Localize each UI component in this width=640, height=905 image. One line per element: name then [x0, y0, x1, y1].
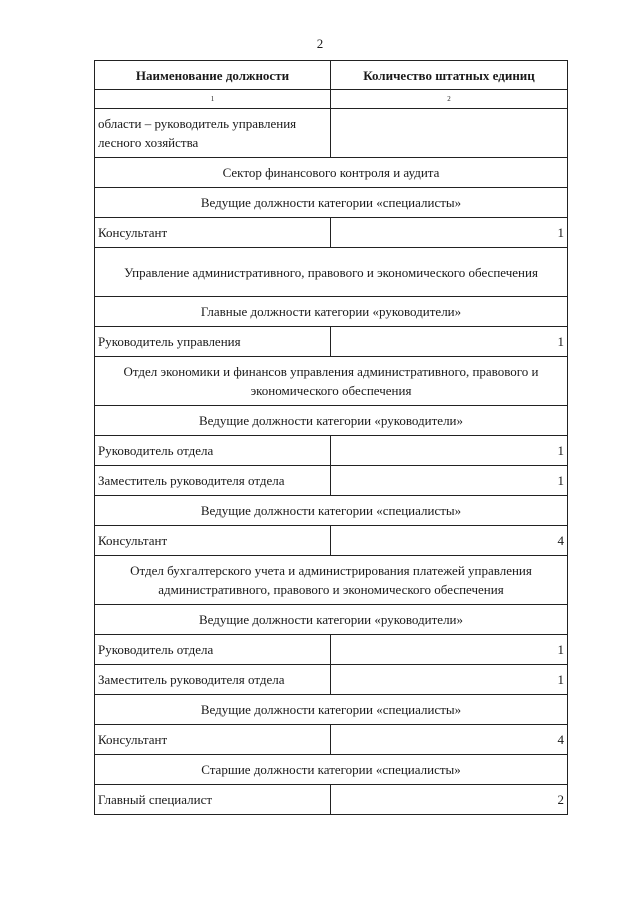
- position-name: Консультант: [95, 526, 331, 556]
- position-name: Руководитель отдела: [95, 436, 331, 466]
- category-row: [95, 496, 568, 526]
- section-title: Отдел экономики и финансов управления административного, правового и экономического обеспечения: [95, 357, 568, 406]
- table-row: [95, 218, 568, 248]
- staff-count: 2: [331, 785, 568, 815]
- section-row: [95, 357, 568, 406]
- staff-count: 1: [331, 436, 568, 466]
- table-row: [95, 526, 568, 556]
- column-index-1: 1: [95, 90, 331, 109]
- column-header-position-name: Наименование должности: [95, 61, 331, 90]
- staff-count: 1: [331, 635, 568, 665]
- category-title: Ведущие должности категории «специалисты»: [95, 695, 568, 725]
- staff-count: 1: [331, 327, 568, 357]
- position-name: Заместитель руководителя отдела: [95, 466, 331, 496]
- position-name: Консультант: [95, 725, 331, 755]
- column-index-2: 2: [331, 90, 568, 109]
- section-row: [95, 158, 568, 188]
- section-title: Управление административного, правового и экономического обеспечения: [95, 248, 568, 297]
- table-row: [95, 327, 568, 357]
- position-name: Руководитель управления: [95, 327, 331, 357]
- section-title: Отдел бухгалтерского учета и администрирования платежей управления административного, правового и экономического обеспечения: [95, 556, 568, 605]
- table-row: [95, 665, 568, 695]
- staffing-table: [94, 60, 568, 815]
- table-row: [95, 109, 568, 158]
- table-row: [95, 436, 568, 466]
- table-header-row: [95, 61, 568, 90]
- category-row: [95, 755, 568, 785]
- category-row: [95, 695, 568, 725]
- staff-count: 1: [331, 218, 568, 248]
- staff-count: 1: [331, 665, 568, 695]
- table-row: [95, 635, 568, 665]
- category-title: Главные должности категории «руководители»: [95, 297, 568, 327]
- category-title: Старшие должности категории «специалисты»: [95, 755, 568, 785]
- category-row: [95, 605, 568, 635]
- table-row: [95, 785, 568, 815]
- position-name: области – руководитель управления лесного хозяйства: [95, 109, 331, 158]
- category-title: Ведущие должности категории «специалисты»: [95, 496, 568, 526]
- section-row: [95, 248, 568, 297]
- category-row: [95, 188, 568, 218]
- position-name: Консультант: [95, 218, 331, 248]
- position-name: Руководитель отдела: [95, 635, 331, 665]
- staff-count: 4: [331, 526, 568, 556]
- category-title: Ведущие должности категории «специалисты»: [95, 188, 568, 218]
- staff-count: 4: [331, 725, 568, 755]
- column-header-staff-units: Количество штатных единиц: [331, 61, 568, 90]
- position-name: Заместитель руководителя отдела: [95, 665, 331, 695]
- staff-count: [331, 109, 568, 158]
- table-row: [95, 725, 568, 755]
- section-row: [95, 556, 568, 605]
- table-row: [95, 466, 568, 496]
- staff-count: 1: [331, 466, 568, 496]
- category-title: Ведущие должности категории «руководители»: [95, 406, 568, 436]
- category-row: [95, 406, 568, 436]
- category-title: Ведущие должности категории «руководители»: [95, 605, 568, 635]
- section-title: Сектор финансового контроля и аудита: [95, 158, 568, 188]
- category-row: [95, 297, 568, 327]
- column-index-row: [95, 90, 568, 109]
- page-number: 2: [316, 36, 324, 51]
- position-name: Главный специалист: [95, 785, 331, 815]
